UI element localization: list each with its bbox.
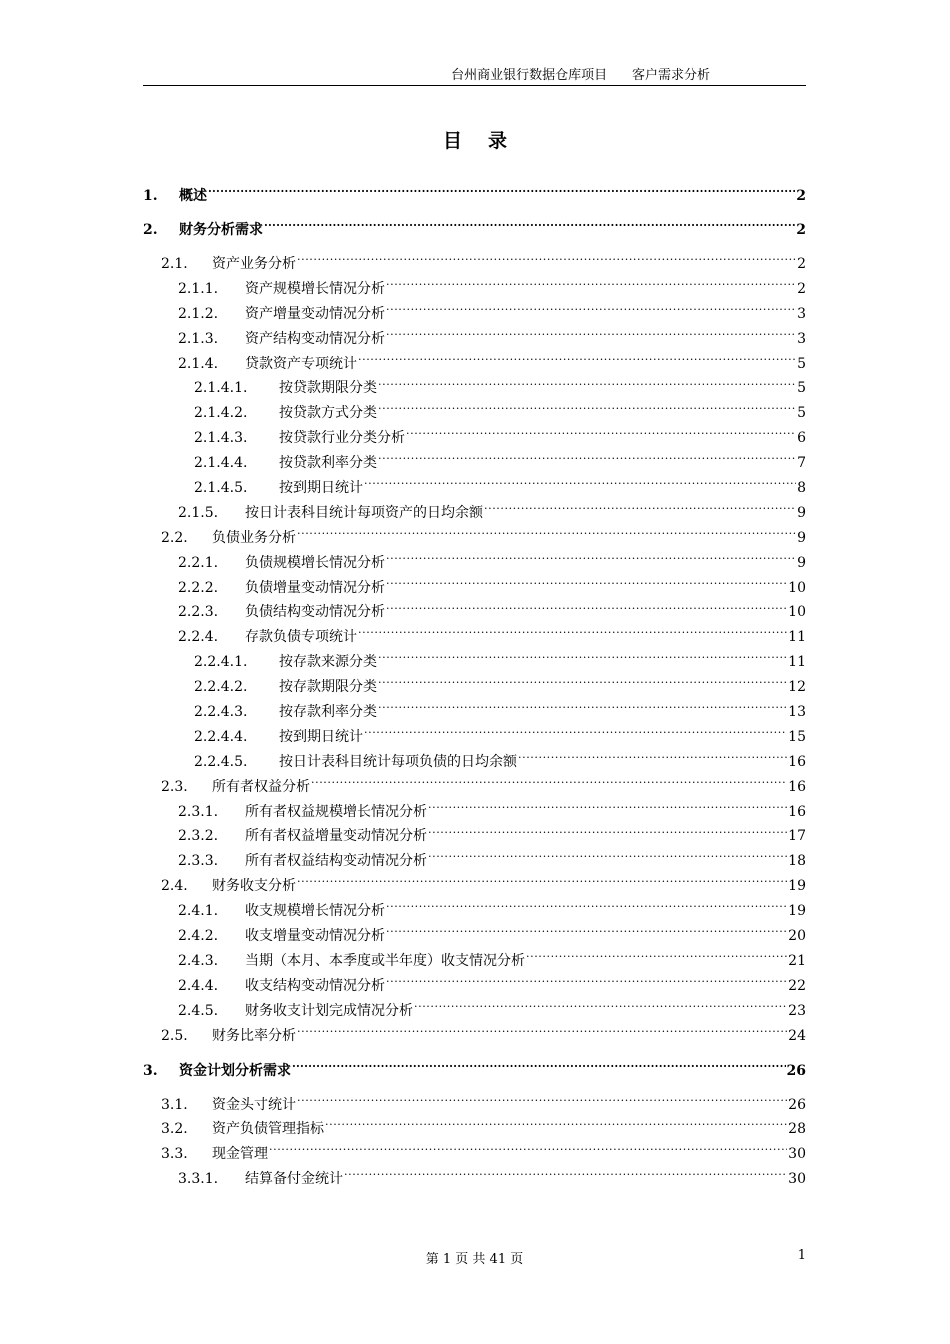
toc-dot-leader xyxy=(297,1095,787,1109)
toc-entry-page: 26 xyxy=(788,1096,806,1113)
toc-entry-number: 2.1.4.1. xyxy=(194,380,248,397)
toc-entry-page: 12 xyxy=(788,679,806,696)
toc-entry-page: 17 xyxy=(788,828,806,845)
toc-entry-number: 2.4. xyxy=(161,878,188,895)
toc-entry-label: 负债规模增长情况分析 xyxy=(245,554,385,571)
toc-entry-number: 2.1.1. xyxy=(178,280,219,297)
header-doc: 客户需求分析 xyxy=(631,68,710,83)
toc-entry-page: 15 xyxy=(788,728,806,745)
toc-entry[interactable] xyxy=(143,874,806,899)
toc-entry-page: 3 xyxy=(797,305,806,322)
page-title: 目录 xyxy=(442,130,533,152)
toc-entry-number: 2.4.3. xyxy=(178,952,219,969)
toc-entry-page: 10 xyxy=(788,579,806,596)
toc-dot-leader xyxy=(297,254,796,268)
toc-entry-page: 9 xyxy=(797,554,806,571)
toc-entry[interactable] xyxy=(143,1059,806,1083)
toc-entry[interactable] xyxy=(143,849,806,874)
toc-entry-number: 3. xyxy=(143,1062,158,1079)
toc-entry-label: 所有者权益规模增长情况分析 xyxy=(245,803,427,820)
toc-entry-page: 2 xyxy=(796,222,806,238)
toc-entry-page: 26 xyxy=(786,1062,806,1079)
toc-entry[interactable] xyxy=(143,675,806,700)
toc-entry-page: 10 xyxy=(788,604,806,621)
toc-entry-label: 当期（本月、本季度或半年度）收支情况分析 xyxy=(245,952,525,969)
toc-entry-number: 2.1.5. xyxy=(178,504,219,521)
toc-entry-label: 贷款资产专项统计 xyxy=(245,355,357,372)
toc-entry-page: 2 xyxy=(797,280,806,297)
toc-entry-number: 2.4.1. xyxy=(178,903,219,920)
toc-entry-page: 13 xyxy=(788,704,806,721)
toc-dot-leader xyxy=(378,403,796,417)
toc-entry-page: 8 xyxy=(797,480,806,497)
toc-entry[interactable] xyxy=(143,501,806,526)
toc-entry-number: 2.4.2. xyxy=(178,928,219,945)
toc-entry[interactable] xyxy=(143,899,806,924)
toc-entry-page: 6 xyxy=(797,430,806,447)
toc-entry-number: 2.2.4.5. xyxy=(194,753,248,770)
toc-entry-label: 资产增量变动情况分析 xyxy=(245,305,385,322)
toc-entry-number: 2.2. xyxy=(161,529,188,546)
toc-dot-leader xyxy=(526,951,787,965)
toc-entry-page: 30 xyxy=(788,1146,806,1163)
toc-entry-label: 按贷款利率分类 xyxy=(279,455,377,472)
toc-entry[interactable] xyxy=(143,218,806,242)
toc-entry[interactable] xyxy=(143,277,806,302)
toc-entry-number: 2.1.4. xyxy=(178,355,219,372)
toc-dot-leader xyxy=(518,752,787,766)
toc-entry-number: 2.4.5. xyxy=(178,1002,219,1019)
toc-entry-number: 2.2.4.1. xyxy=(194,654,248,671)
toc-entry-label: 财务收支计划完成情况分析 xyxy=(245,1002,413,1019)
toc-dot-leader xyxy=(386,279,796,293)
toc-entry[interactable] xyxy=(143,800,806,825)
toc-dot-leader xyxy=(325,1119,787,1133)
toc-entry-label: 资产规模增长情况分析 xyxy=(245,280,385,297)
toc-dot-leader xyxy=(208,186,795,200)
toc-entry-number: 1. xyxy=(143,188,158,204)
toc-dot-leader xyxy=(428,802,787,816)
toc-entry[interactable] xyxy=(143,352,806,377)
toc-entry[interactable] xyxy=(143,576,806,601)
toc-dot-leader xyxy=(414,1001,787,1015)
toc-entry-number: 2.1.4.4. xyxy=(194,455,248,472)
page-header xyxy=(143,67,806,86)
toc-entry-label: 财务收支分析 xyxy=(212,878,296,895)
toc-entry-label: 资产结构变动情况分析 xyxy=(245,330,385,347)
toc-entry-label: 资产负债管理指标 xyxy=(212,1121,324,1138)
toc-entry-label: 按存款期限分类 xyxy=(279,679,377,696)
toc-entry-page: 2 xyxy=(796,188,806,204)
toc-entry-number: 3.1. xyxy=(161,1096,188,1113)
toc-entry[interactable] xyxy=(143,775,806,800)
toc-entry[interactable] xyxy=(143,252,806,277)
toc-entry-number: 2.3. xyxy=(161,778,188,795)
toc-entry[interactable] xyxy=(143,327,806,352)
toc-dot-leader xyxy=(297,1026,787,1040)
toc-entry-number: 2.3.1. xyxy=(178,803,219,820)
toc-entry-number: 2.1. xyxy=(161,256,188,272)
toc-entry-label: 财务比率分析 xyxy=(212,1027,296,1044)
toc-entry[interactable] xyxy=(143,725,806,750)
toc-entry[interactable] xyxy=(143,1117,806,1142)
toc-entry-label: 收支增量变动情况分析 xyxy=(245,928,385,945)
toc-entry-page: 16 xyxy=(788,803,806,820)
toc-entry-number: 2.2.1. xyxy=(178,554,219,571)
toc-entry[interactable] xyxy=(143,600,806,625)
toc-entry-label: 收支规模增长情况分析 xyxy=(245,903,385,920)
toc-dot-leader xyxy=(297,876,787,890)
toc-dot-leader xyxy=(428,826,787,840)
toc-dot-leader xyxy=(386,926,787,940)
toc-entry-page: 5 xyxy=(797,355,806,372)
toc-entry-label: 所有者权益增量变动情况分析 xyxy=(245,828,427,845)
toc-entry[interactable] xyxy=(143,625,806,650)
toc-entry-number: 2.1.4.3. xyxy=(194,430,248,447)
toc-entry[interactable] xyxy=(143,750,806,775)
toc-dot-leader xyxy=(386,553,796,567)
toc-dot-leader xyxy=(386,602,787,616)
toc-entry[interactable] xyxy=(143,184,806,208)
toc-dot-leader xyxy=(386,329,796,343)
toc-entry-label: 收支结构变动情况分析 xyxy=(245,977,385,994)
toc-entry-label: 财务分析需求 xyxy=(179,222,263,238)
table-of-contents xyxy=(143,184,806,1192)
toc-entry-page: 19 xyxy=(788,903,806,920)
toc-entry-label: 概述 xyxy=(179,188,207,204)
toc-entry-number: 2.3.3. xyxy=(178,853,219,870)
toc-entry-page: 9 xyxy=(797,504,806,521)
toc-entry-label: 按贷款期限分类 xyxy=(279,380,377,397)
toc-entry-label: 按日计表科目统计每项负债的日均余额 xyxy=(279,753,517,770)
toc-dot-leader xyxy=(484,503,796,517)
toc-entry[interactable] xyxy=(143,451,806,476)
header-text xyxy=(451,67,710,85)
toc-dot-leader xyxy=(428,851,787,865)
toc-dot-leader xyxy=(406,428,796,442)
toc-entry-number: 2.1.2. xyxy=(178,305,219,322)
toc-entry-label: 所有者权益结构变动情况分析 xyxy=(245,853,427,870)
toc-entry-page: 3 xyxy=(797,330,806,347)
toc-entry-label: 按到期日统计 xyxy=(279,728,363,745)
toc-dot-leader xyxy=(386,578,787,592)
toc-entry-page: 11 xyxy=(788,629,806,646)
toc-entry-page: 16 xyxy=(788,778,806,795)
toc-entry[interactable] xyxy=(143,700,806,725)
toc-entry[interactable] xyxy=(143,924,806,949)
toc-entry[interactable] xyxy=(143,824,806,849)
toc-dot-leader xyxy=(358,354,796,368)
toc-entry-label: 按贷款方式分类 xyxy=(279,405,377,422)
toc-entry[interactable] xyxy=(143,1024,806,1049)
toc-entry-number: 2.2.4.4. xyxy=(194,728,248,745)
toc-dot-leader xyxy=(386,304,796,318)
toc-dot-leader xyxy=(386,901,787,915)
toc-entry-number: 2.3.2. xyxy=(178,828,219,845)
toc-entry-number: 2.1.4.2. xyxy=(194,405,248,422)
toc-entry-number: 2.1.4.5. xyxy=(194,480,248,497)
toc-entry-number: 2.2.4.2. xyxy=(194,679,248,696)
toc-entry[interactable] xyxy=(143,974,806,999)
toc-entry[interactable] xyxy=(143,526,806,551)
toc-entry-page: 24 xyxy=(788,1027,806,1044)
toc-dot-leader xyxy=(292,1061,786,1075)
toc-entry-number: 2.2.4.3. xyxy=(194,704,248,721)
toc-dot-leader xyxy=(264,220,795,234)
toc-entry-page: 22 xyxy=(788,977,806,994)
toc-dot-leader xyxy=(378,378,796,392)
toc-dot-leader xyxy=(364,478,796,492)
toc-entry-label: 所有者权益分析 xyxy=(212,778,310,795)
toc-entry[interactable] xyxy=(143,426,806,451)
toc-entry-number: 2.4.4. xyxy=(178,977,219,994)
toc-entry[interactable] xyxy=(143,376,806,401)
toc-entry-label: 负债增量变动情况分析 xyxy=(245,579,385,596)
toc-entry[interactable] xyxy=(143,551,806,576)
toc-entry-number: 3.3.1. xyxy=(178,1171,219,1188)
toc-entry-page: 2 xyxy=(797,256,806,272)
toc-entry-label: 结算备付金统计 xyxy=(245,1171,343,1188)
toc-entry-page: 23 xyxy=(788,1002,806,1019)
toc-entry-label: 负债业务分析 xyxy=(212,529,296,546)
toc-entry[interactable] xyxy=(143,1093,806,1118)
toc-dot-leader xyxy=(364,727,787,741)
toc-entry-number: 3.3. xyxy=(161,1146,188,1163)
toc-entry-number: 3.2. xyxy=(161,1121,188,1138)
toc-entry-number: 2.2.4. xyxy=(178,629,219,646)
page-footer xyxy=(143,1248,806,1266)
header-project: 台州商业银行数据仓库项目 xyxy=(451,68,608,83)
toc-entry-number: 2.2.2. xyxy=(178,579,219,596)
toc-entry[interactable] xyxy=(143,1167,806,1192)
toc-entry-label: 按存款利率分类 xyxy=(279,704,377,721)
toc-entry-number: 2.1.3. xyxy=(178,330,219,347)
toc-entry-page: 21 xyxy=(788,952,806,969)
toc-dot-leader xyxy=(297,528,796,542)
toc-entry-number: 2. xyxy=(143,222,158,238)
toc-dot-leader xyxy=(378,453,796,467)
toc-dot-leader xyxy=(378,702,787,716)
toc-entry-label: 按到期日统计 xyxy=(279,480,363,497)
toc-entry[interactable] xyxy=(143,1142,806,1167)
toc-dot-leader xyxy=(378,652,787,666)
toc-entry-label: 按贷款行业分类分析 xyxy=(279,430,405,447)
toc-dot-leader xyxy=(269,1144,787,1158)
toc-entry-label: 资金头寸统计 xyxy=(212,1096,296,1113)
toc-dot-leader xyxy=(378,677,787,691)
toc-entry-page: 5 xyxy=(797,380,806,397)
toc-entry-label: 按日计表科目统计每项资产的日均余额 xyxy=(245,504,483,521)
toc-entry-page: 20 xyxy=(788,928,806,945)
toc-entry[interactable] xyxy=(143,949,806,974)
toc-entry[interactable] xyxy=(143,302,806,327)
toc-entry-label: 负债结构变动情况分析 xyxy=(245,604,385,621)
toc-dot-leader xyxy=(386,976,787,990)
toc-dot-leader xyxy=(344,1169,787,1183)
toc-entry-page: 28 xyxy=(788,1121,806,1138)
toc-entry[interactable] xyxy=(143,999,806,1024)
footer-page-label: 第 1 页 共 41 页 xyxy=(425,1252,524,1267)
toc-entry-label: 存款负债专项统计 xyxy=(245,629,357,646)
toc-entry-page: 19 xyxy=(788,878,806,895)
toc-entry-number: 2.5. xyxy=(161,1027,188,1044)
toc-entry-label: 资金计划分析需求 xyxy=(179,1062,291,1079)
toc-entry-page: 9 xyxy=(797,529,806,546)
toc-entry-number: 2.2.3. xyxy=(178,604,219,621)
toc-entry-label: 按存款来源分类 xyxy=(279,654,377,671)
toc-entry-label: 资产业务分析 xyxy=(212,256,296,272)
toc-entry-page: 5 xyxy=(797,405,806,422)
toc-entry[interactable] xyxy=(143,476,806,501)
footer-page-number: 1 xyxy=(797,1248,806,1263)
toc-entry-page: 18 xyxy=(788,853,806,870)
toc-entry[interactable] xyxy=(143,650,806,675)
toc-entry-label: 现金管理 xyxy=(212,1146,268,1163)
toc-entry-page: 11 xyxy=(788,654,806,671)
toc-dot-leader xyxy=(358,627,787,641)
toc-entry-page: 16 xyxy=(788,753,806,770)
toc-entry[interactable] xyxy=(143,401,806,426)
toc-dot-leader xyxy=(311,777,787,791)
toc-entry-page: 7 xyxy=(797,455,806,472)
toc-entry-page: 30 xyxy=(788,1171,806,1188)
